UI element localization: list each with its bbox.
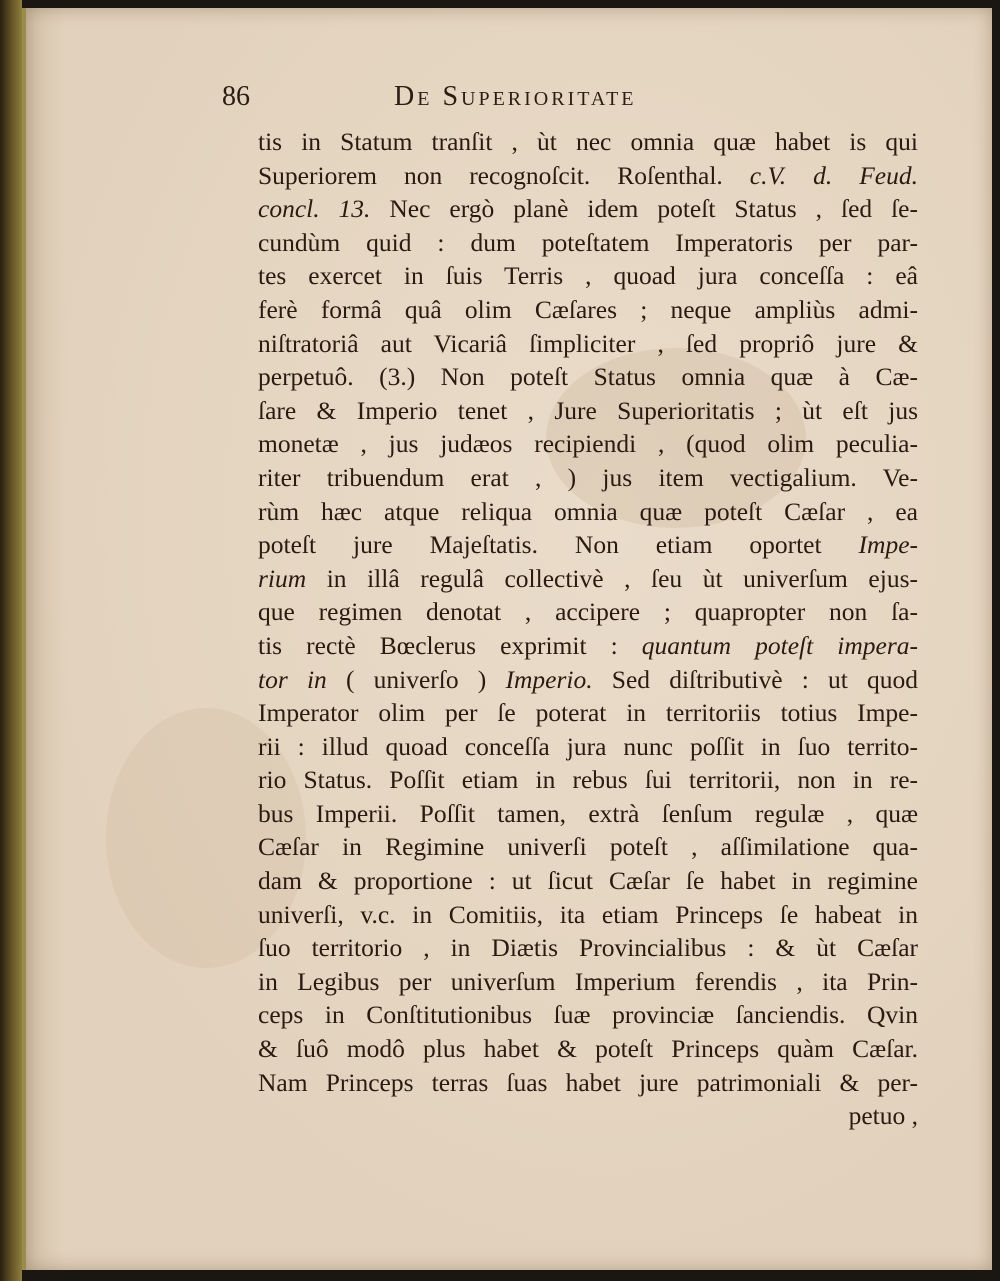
text-segment: que regimen denotat , accipere ; quapropter non ſa- bbox=[258, 597, 918, 627]
text-segment: in Legibus per univerſum Imperium ferendis , ita Prin- bbox=[258, 966, 918, 996]
text-segment: & ſuô modô plus habet & poteſt Princeps quàm Cæſar. bbox=[258, 1034, 918, 1064]
text-line bbox=[258, 1066, 918, 1100]
text-line bbox=[258, 864, 918, 898]
text-segment: ceps in Conſtitutionibus ſuæ provinciæ ſanciendis. Qvin bbox=[258, 1000, 918, 1030]
text-segment: petuo , bbox=[848, 1101, 918, 1131]
running-title: De Superioritate bbox=[394, 81, 637, 112]
text-segment: rii : illud quoad conceſſa jura nunc poſſit in ſuo territo- bbox=[258, 731, 918, 761]
text-line bbox=[258, 763, 918, 797]
text-line bbox=[258, 663, 918, 697]
text-segment: niſtratoriâ aut Vicariâ ſimpliciter , ſed propriô jure & bbox=[258, 328, 918, 358]
text-line bbox=[258, 931, 918, 965]
italic-segment: rium bbox=[258, 563, 307, 593]
text-line bbox=[258, 1099, 918, 1133]
text-line bbox=[258, 394, 918, 428]
text-segment: perpetuô. (3.) Non poteſt Status omnia quæ à Cæ- bbox=[258, 362, 918, 392]
text-segment: tes exercet in ſuis Terris , quoad jura conceſſa : eâ bbox=[258, 261, 918, 291]
text-line bbox=[258, 528, 918, 562]
text-segment: tis in Statum tranſit , ùt nec omnia quæ habet is qui bbox=[258, 127, 918, 156]
italic-segment: concl. 13. bbox=[258, 194, 371, 224]
text-segment: Imperator olim per ſe poterat in territoriis totius Impe- bbox=[258, 698, 918, 728]
text-segment: Nam Princeps terras ſuas habet jure patrimoniali & per- bbox=[258, 1067, 918, 1097]
text-segment: ſuo territorio , in Diætis Provincialibus : & ùt Cæſar bbox=[258, 933, 918, 963]
text-segment: univerſi, v.c. in Comitiis, ita etiam Princeps ſe habeat in bbox=[258, 899, 918, 929]
text-line bbox=[258, 159, 918, 193]
text-segment: poteſt jure Majeſtatis. Non etiam oportet bbox=[258, 530, 859, 560]
text-line bbox=[258, 125, 918, 159]
text-line bbox=[258, 360, 918, 394]
italic-segment: Impe- bbox=[858, 530, 918, 560]
text-line bbox=[258, 830, 918, 864]
italic-segment: Imperio. bbox=[505, 664, 593, 694]
italic-segment: c.V. d. Feud. bbox=[749, 160, 918, 190]
text-segment: bus Imperii. Poſſit tamen, extrà ſenſum regulæ , quæ bbox=[258, 798, 918, 828]
text-line bbox=[258, 595, 918, 629]
text-segment: ſare & Imperio tenet , Jure Superioritatis ; ùt eſt jus bbox=[258, 395, 918, 425]
text-line bbox=[258, 192, 918, 226]
text-line bbox=[258, 259, 918, 293]
text-segment: cundùm quid : dum poteſtatem Imperatoris per par- bbox=[258, 227, 918, 257]
text-segment: rùm hæc atque reliqua omnia quæ poteſt Cæſar , ea bbox=[258, 496, 918, 526]
text-segment: ( univerſo ) bbox=[326, 664, 506, 694]
text-line bbox=[258, 629, 918, 663]
text-line bbox=[258, 898, 918, 932]
text-line bbox=[258, 562, 918, 596]
text-line bbox=[258, 1032, 918, 1066]
text-segment: Sed diſtributivè : ut quod bbox=[592, 664, 918, 694]
text-line bbox=[258, 293, 918, 327]
text-line bbox=[258, 998, 918, 1032]
text-line bbox=[258, 327, 918, 361]
text-line bbox=[258, 696, 918, 730]
text-line bbox=[258, 427, 918, 461]
italic-segment: quantum poteſt impera- bbox=[641, 630, 918, 660]
text-line bbox=[258, 461, 918, 495]
italic-segment: tor in bbox=[258, 664, 327, 694]
text-line bbox=[258, 797, 918, 831]
text-segment: rio Status. Poſſit etiam in rebus ſui territorii, non in re- bbox=[258, 765, 918, 795]
book-spine-edge bbox=[0, 0, 22, 1281]
page-header bbox=[0, 75, 1000, 119]
body-text bbox=[258, 125, 918, 1133]
text-segment: ferè formâ quâ olim Cæſares ; neque ampliùs admi- bbox=[258, 294, 918, 324]
text-segment: Cæſar in Regimine univerſi poteſt , aſſimilatione qua- bbox=[258, 832, 918, 862]
text-segment: Superiorem non recognoſcit. Roſenthal. bbox=[258, 160, 750, 190]
page-number: 86 bbox=[222, 81, 250, 112]
text-segment: riter tribuendum erat , ) jus item vectigalium. Ve- bbox=[258, 462, 918, 492]
text-line bbox=[258, 730, 918, 764]
text-segment: monetæ , jus judæos recipiendi , (quod olim peculia- bbox=[258, 429, 918, 459]
text-segment: dam & proportione : ut ſicut Cæſar ſe habet in regimine bbox=[258, 866, 918, 896]
text-line bbox=[258, 495, 918, 529]
text-line bbox=[258, 226, 918, 260]
text-segment: Nec ergò planè idem poteſt Status , ſed ſe- bbox=[370, 194, 918, 224]
text-line bbox=[258, 965, 918, 999]
text-segment: in illâ regulâ collectivè , ſeu ùt univerſum ejus- bbox=[306, 563, 918, 593]
text-segment: tis rectè Bœclerus exprimit : bbox=[258, 630, 642, 660]
